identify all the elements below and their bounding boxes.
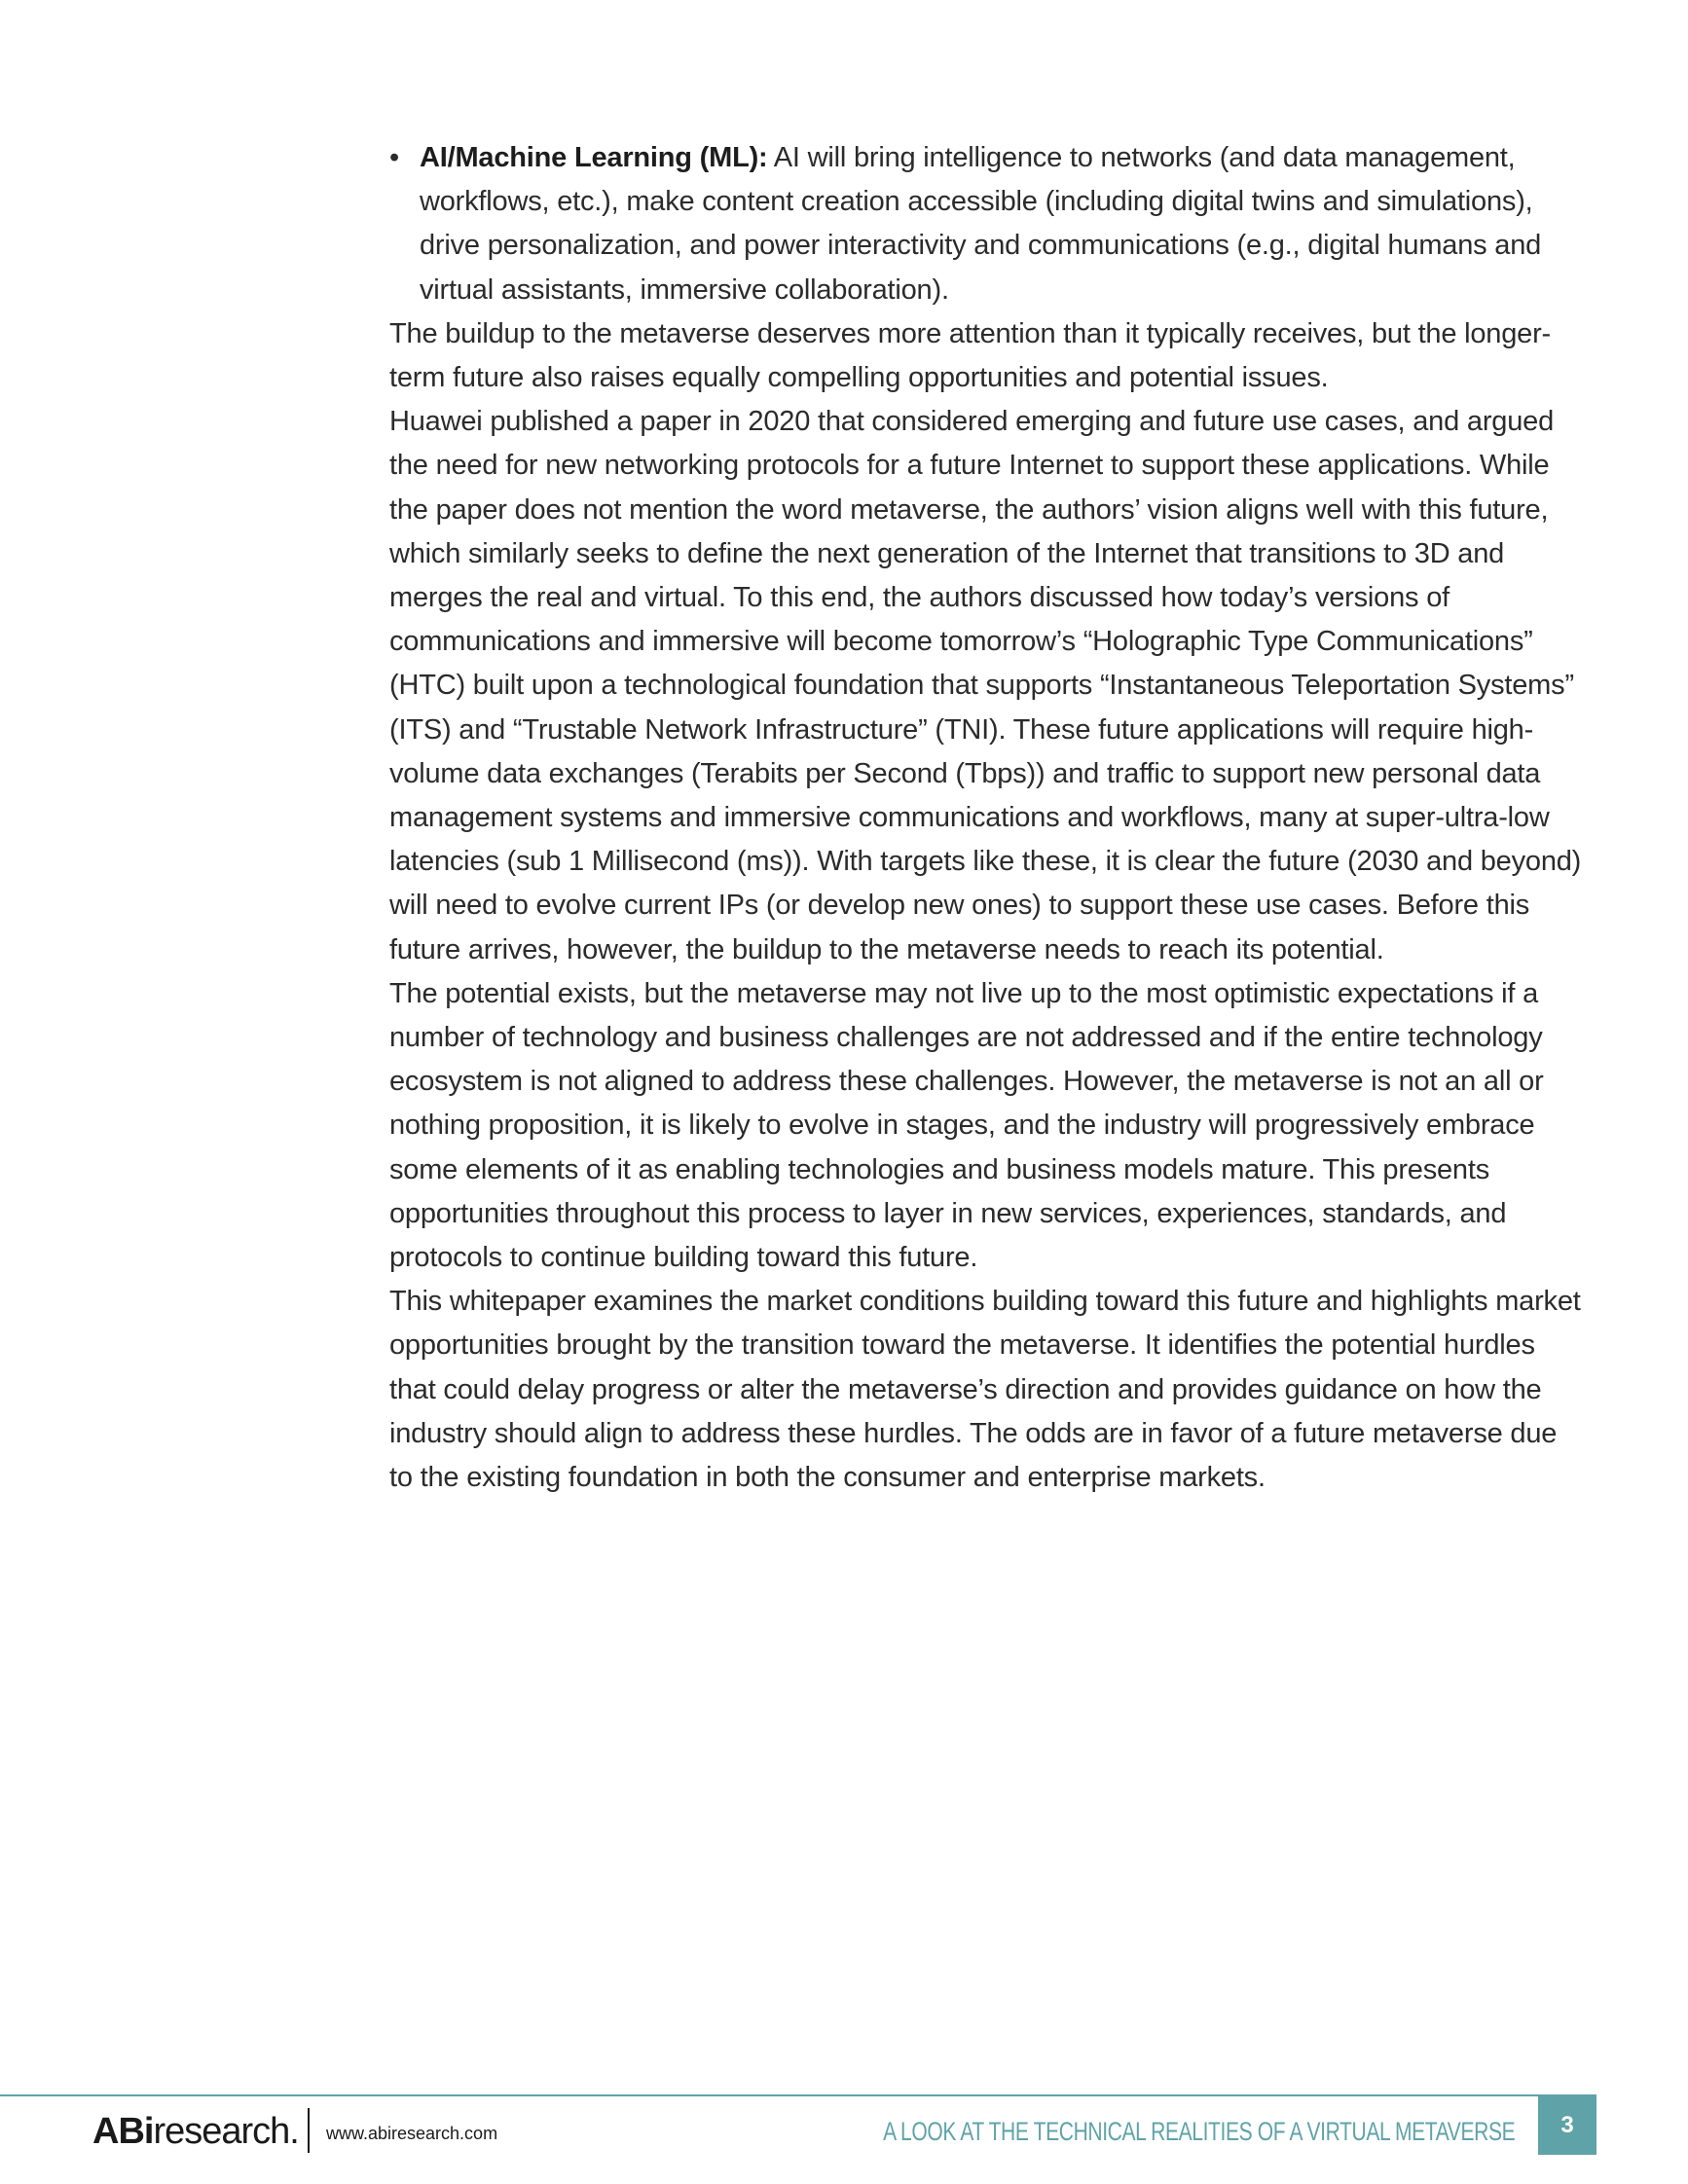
paragraph-huawei: Huawei published a paper in 2020 that considered emerging and future use cases, and argued the need for new networking protocols for a future Internet to support these applications. While the paper does not mention the word metaverse, the authors’ vision aligns well with this future, which similarly seeks to define the next generation of the Internet that transitions to 3D and merges the real and virtual. To this end, the authors discussed how today’s versions of communications and immersive will become tomorrow’s “Holographic Type Communications” (HTC) built upon a technological foundation that supports “Instantaneous Teleportation Systems” (ITS) and “Trustable Network Infrastructure” (TNI). These future applications will require high-volume data exchanges (Terabits per Second (Tbps)) and traffic to support new personal data management systems and immersive communications and workflows, many at super-ultra-low latencies (sub 1 Millisecond (ms)). With targets like these, it is clear the future (2030 and beyond) will need to evolve current IPs (or develop new ones) to support these use cases. Before this future arrives, however, the buildup to the metaverse needs to reach its potential. [389, 406, 1582, 965]
document-body [389, 136, 1587, 1500]
logo-research: research [153, 2111, 290, 2152]
logo-separator [308, 2108, 310, 2153]
document-title: A LOOK AT THE TECHNICAL REALITIES OF A VIRTUAL METAVERSE [882, 2117, 1515, 2146]
paragraph-potential: The potential exists, but the metaverse may not live up to the most optimistic expectations if a number of technology and business challenges are not addressed and if the entire technology ecosystem is not aligned to address these challenges. However, the metaverse is not an all or nothing proposition, it is likely to evolve in stages, and the industry will progressively embrace some elements of it as enabling technologies and business models mature. This presents opportunities throughout this process to layer in new services, experiences, standards, and protocols to continue building toward this future. [389, 977, 1544, 1274]
website-link[interactable]: www.abiresearch.com [326, 2124, 498, 2143]
logo-abi: ABi [92, 2111, 154, 2152]
paragraph-buildup: The buildup to the metaverse deserves more attention than it typically receives, but the longer-term future also raises equally compelling opportunities and potential issues. [389, 317, 1552, 394]
page-number: 3 [1538, 2096, 1596, 2155]
logo-dot: . [289, 2111, 299, 2152]
bullet-text: AI will bring intelligence to networks (and data management, workflows, etc.), make content creation accessible (including digital twins and simulations), drive personalization, and power interactivity and communications (e.g., digital humans and virtual assistants, immersive collaboration). [420, 142, 1542, 306]
paragraph-whitepaper: This whitepaper examines the market conditions building toward this future and highlights market opportunities brought by the transition toward the metaverse. It identifies the potential hurdles that could delay progress or alter the metaverse’s direction and provides guidance on how the industry should align to address these hurdles. The odds are in favor of a future metaverse due to the existing foundation in both the consumer and enterprise markets. [389, 1286, 1581, 1494]
bullet-term: AI/Machine Learning (ML): [420, 142, 768, 173]
footer-divider [0, 2094, 1596, 2096]
bullet-marker: • [389, 142, 399, 173]
bullet-item-ai-ml [389, 136, 1587, 312]
abi-research-logo [92, 2110, 299, 2153]
